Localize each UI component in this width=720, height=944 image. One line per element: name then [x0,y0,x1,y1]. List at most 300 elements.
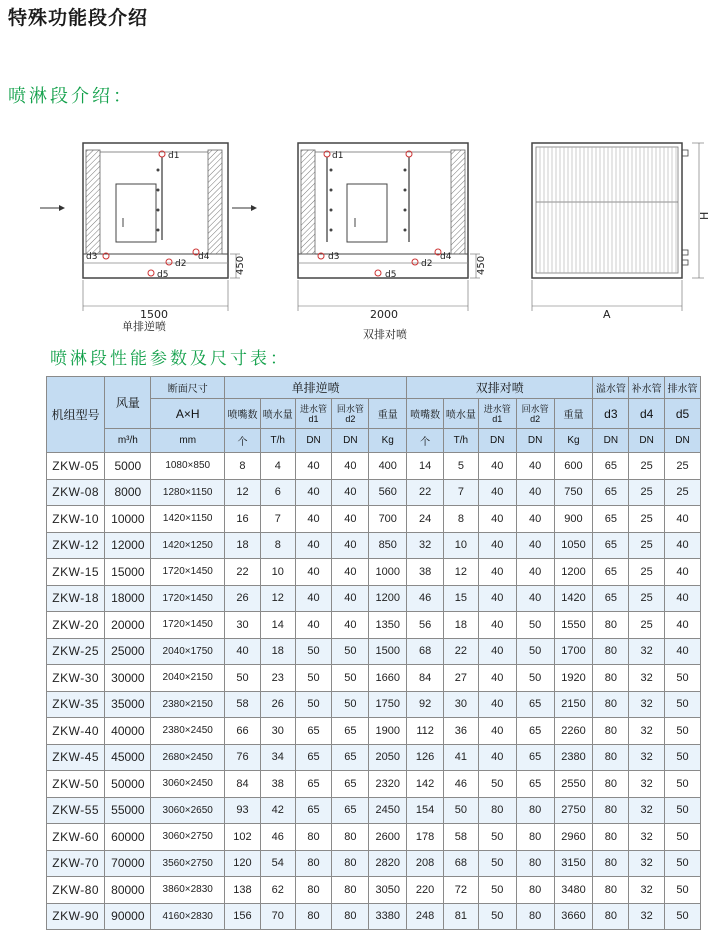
table-cell: 65 [593,559,629,586]
table-cell: 4160×2830 [151,903,225,930]
table-cell: 80 [593,877,629,904]
table-cell: 18 [225,532,261,559]
table-cell: 80000 [105,877,151,904]
table-cell: 3480 [554,877,593,904]
label-d4: d4 [198,252,210,262]
table-cell: 40 [295,453,332,480]
unit-kg-double: Kg [554,429,593,453]
table-cell: 50 [295,665,332,692]
table-cell: 32 [629,877,665,904]
table-cell: 32 [629,771,665,798]
table-cell: 32 [629,638,665,665]
table-cell: 76 [225,744,261,771]
table-row [47,665,701,692]
table-cell: 80 [295,824,332,851]
label-d5: d5 [157,270,169,280]
table-cell: 68 [407,638,444,665]
table-cell: 25 [665,479,701,506]
table-cell: 23 [260,665,295,692]
table-cell: 40 [478,453,516,480]
table-cell: 50 [295,638,332,665]
table-cell: 1660 [369,665,407,692]
width-2000-label: 2000 [370,308,398,321]
table-cell: 80 [332,877,369,904]
table-cell: 1200 [369,585,407,612]
table-cell: 40 [478,559,516,586]
table-cell: 65 [295,771,332,798]
header-section: 断面尺寸 [151,377,225,399]
table-row [47,532,701,559]
unit-dn-inlet-single: DN [295,429,332,453]
table-cell: 40 [295,559,332,586]
table-cell: 208 [407,850,444,877]
table-cell: 50 [665,797,701,824]
table-cell: 80 [593,850,629,877]
table-cell: 15 [444,585,479,612]
table-cell: 65 [295,797,332,824]
table-cell: 65 [516,744,554,771]
header-drain: 排水管 [665,377,701,399]
page-title: 特殊功能段介绍 [8,7,149,29]
table-cell: 80 [332,824,369,851]
table-cell: 2820 [369,850,407,877]
table-cell: 126 [407,744,444,771]
caption-double-row: 双排对喷 [363,328,407,341]
table-cell: 55000 [105,797,151,824]
header-model: 机组型号 [47,377,105,453]
table-cell: 2320 [369,771,407,798]
label-d1: d1 [168,151,180,161]
table-cell: 40 [332,585,369,612]
table-cell: 3050 [369,877,407,904]
table-cell: 40 [665,612,701,639]
table-cell: 50 [478,877,516,904]
table-cell: 80 [593,771,629,798]
table-row [47,771,701,798]
table-cell: 3560×2750 [151,850,225,877]
table-cell: 40 [478,612,516,639]
table-cell: 65 [332,797,369,824]
table-cell: 40 [516,479,554,506]
table-cell: 3860×2830 [151,877,225,904]
table-cell: ZKW-90 [47,903,105,930]
table-cell: ZKW-18 [47,585,105,612]
table-cell: 80 [295,850,332,877]
table-cell: 1720×1450 [151,585,225,612]
table-cell: 12000 [105,532,151,559]
header-makeup: 补水管 [629,377,665,399]
table-cell: 1900 [369,718,407,745]
table-cell: 7 [444,479,479,506]
spec-table-body [47,453,701,930]
table-cell: 40 [225,638,261,665]
table-cell: 3060×2450 [151,771,225,798]
table-cell: 40 [295,506,332,533]
table-cell: 25 [629,479,665,506]
header-nozzles-double: 喷嘴数 [407,399,444,429]
table-cell: 92 [407,691,444,718]
table-cell: 12 [225,479,261,506]
table-cell: 70000 [105,850,151,877]
table-cell: 156 [225,903,261,930]
header-axh: A×H [151,399,225,429]
unit-th-single: T/h [260,429,295,453]
table-cell: 58 [225,691,261,718]
label-d1-double: d1 [332,151,344,161]
table-cell: 750 [554,479,593,506]
table-cell: 8 [444,506,479,533]
table-cell: 14 [260,612,295,639]
table-cell: 80 [593,691,629,718]
table-cell: 20000 [105,612,151,639]
table-cell: 1050 [554,532,593,559]
header-return-double: 回水管 d2 [516,399,554,429]
table-cell: 40 [478,718,516,745]
table-row [47,824,701,851]
table-cell: 220 [407,877,444,904]
table-cell: 65 [295,718,332,745]
table-cell: 25 [629,532,665,559]
table-cell: 1500 [369,638,407,665]
table-cell: 50 [295,691,332,718]
table-cell: 1000 [369,559,407,586]
table-cell: 80 [295,903,332,930]
table-cell: 18 [260,638,295,665]
table-cell: 40 [478,532,516,559]
width-A-label: A [603,308,611,321]
table-cell: 62 [260,877,295,904]
table-cell: 2600 [369,824,407,851]
caption-single-row: 单排逆喷 [122,320,166,333]
table-cell: 40 [516,506,554,533]
label-d3: d3 [86,252,98,262]
table-cell: 850 [369,532,407,559]
table-row [47,479,701,506]
table-cell: 142 [407,771,444,798]
label-d4-double: d4 [440,252,452,262]
table-cell: 40 [295,532,332,559]
table-cell: 50 [665,691,701,718]
drawing-single-row [40,143,256,321]
table-cell: 40 [295,612,332,639]
table-cell: 50000 [105,771,151,798]
header-weight-single: 重量 [369,399,407,429]
header-single: 单排逆喷 [225,377,407,399]
table-cell: 1420×1150 [151,506,225,533]
section-heading-table: 喷淋段性能参数及尺寸表： [50,349,290,369]
table-cell: 40 [295,585,332,612]
table-cell: 2550 [554,771,593,798]
table-cell: 41 [444,744,479,771]
table-cell: 22 [444,638,479,665]
table-cell: 1080×850 [151,453,225,480]
unit-dn-return-double: DN [516,429,554,453]
table-cell: 30000 [105,665,151,692]
table-cell: 65 [516,771,554,798]
table-cell: 15000 [105,559,151,586]
unit-th-double: T/h [444,429,479,453]
table-cell: 65 [516,691,554,718]
table-cell: 50 [665,744,701,771]
table-cell: 50 [225,665,261,692]
table-cell: 2960 [554,824,593,851]
table-cell: 80 [593,744,629,771]
table-cell: 2380×2150 [151,691,225,718]
table-cell: 32 [407,532,444,559]
table-row [47,559,701,586]
table-row [47,638,701,665]
table-cell: 70 [260,903,295,930]
table-cell: 600 [554,453,593,480]
header-spray-double: 喷水量 [444,399,479,429]
table-cell: 58 [444,824,479,851]
label-450-double: 450 [476,255,487,275]
table-cell: 2750 [554,797,593,824]
table-cell: 25 [629,612,665,639]
table-cell: 2040×1750 [151,638,225,665]
table-cell: 40 [478,585,516,612]
table-cell: 22 [225,559,261,586]
table-cell: 32 [629,691,665,718]
table-cell: ZKW-80 [47,877,105,904]
table-cell: 40 [478,479,516,506]
table-cell: 30 [260,718,295,745]
table-cell: 8000 [105,479,151,506]
unit-dn-d4: DN [629,429,665,453]
table-cell: 26 [225,585,261,612]
table-row [47,797,701,824]
spray-section-drawings [0,130,720,340]
table-cell: 80 [332,850,369,877]
table-cell: 10 [444,532,479,559]
table-cell: ZKW-10 [47,506,105,533]
table-cell: 80 [516,850,554,877]
table-cell: 65 [332,744,369,771]
table-cell: ZKW-20 [47,612,105,639]
table-cell: 3060×2650 [151,797,225,824]
table-cell: 8 [260,532,295,559]
header-nozzles-single: 喷嘴数 [225,399,261,429]
table-cell: 2380 [554,744,593,771]
table-cell: ZKW-25 [47,638,105,665]
header-inlet-single: 进水管 d1 [295,399,332,429]
table-cell: 42 [260,797,295,824]
table-cell: 40 [665,532,701,559]
header-d5: d5 [665,399,701,429]
table-cell: 34 [260,744,295,771]
table-cell: 3150 [554,850,593,877]
table-cell: 40 [332,612,369,639]
table-row [47,585,701,612]
table-cell: 40 [332,559,369,586]
table-cell: 32 [629,718,665,745]
label-d2-double: d2 [421,259,433,269]
table-cell: 5 [444,453,479,480]
table-cell: ZKW-30 [47,665,105,692]
table-cell: 1720×1450 [151,612,225,639]
table-cell: 93 [225,797,261,824]
table-cell: 40 [665,506,701,533]
width-1500-label: 1500 [140,308,168,321]
table-cell: 1750 [369,691,407,718]
table-cell: 40 [516,532,554,559]
header-air: 风量 [105,377,151,429]
table-cell: 2050 [369,744,407,771]
table-cell: 40 [665,559,701,586]
unit-ge-single: 个 [225,429,261,453]
spray-section-spec-table [46,376,701,930]
table-cell: 248 [407,903,444,930]
table-cell: 65 [593,532,629,559]
table-cell: ZKW-60 [47,824,105,851]
table-cell: 40 [478,691,516,718]
table-cell: 80 [593,665,629,692]
table-cell: 7 [260,506,295,533]
table-cell: 6 [260,479,295,506]
table-cell: 80 [516,797,554,824]
table-cell: 178 [407,824,444,851]
header-inlet-double: 进水管 d1 [478,399,516,429]
table-cell: ZKW-45 [47,744,105,771]
table-cell: 50 [478,771,516,798]
table-cell: ZKW-08 [47,479,105,506]
table-cell: 50 [332,691,369,718]
header-return-single: 回水管 d2 [332,399,369,429]
table-row [47,506,701,533]
table-cell: 65 [332,718,369,745]
table-cell: 65 [332,771,369,798]
table-cell: 65 [593,585,629,612]
table-cell: 50 [332,665,369,692]
table-cell: 80 [516,824,554,851]
table-cell: 80 [332,903,369,930]
table-cell: 25000 [105,638,151,665]
table-cell: 1550 [554,612,593,639]
table-cell: 12 [444,559,479,586]
table-cell: 1700 [554,638,593,665]
header-double: 双排对喷 [407,377,593,399]
unit-mm: mm [151,429,225,453]
table-cell: 24 [407,506,444,533]
table-cell: 40 [516,559,554,586]
table-cell: 10 [260,559,295,586]
table-cell: 45000 [105,744,151,771]
table-cell: 50 [478,903,516,930]
table-cell: 40 [665,585,701,612]
table-cell: 1280×1150 [151,479,225,506]
table-cell: 14 [407,453,444,480]
table-cell: 3660 [554,903,593,930]
table-cell: 2380×2450 [151,718,225,745]
table-cell: 65 [593,453,629,480]
table-cell: 25 [629,559,665,586]
table-cell: 80 [593,638,629,665]
table-cell: 32 [629,903,665,930]
table-cell: 40 [478,638,516,665]
table-cell: 65 [295,744,332,771]
unit-air: m³/h [105,429,151,453]
table-cell: 38 [260,771,295,798]
table-cell: 80 [516,903,554,930]
table-cell: 8 [225,453,261,480]
table-cell: 60000 [105,824,151,851]
table-cell: 84 [407,665,444,692]
table-cell: 50 [478,824,516,851]
table-cell: 50 [332,638,369,665]
header-overflow: 溢水管 [593,377,629,399]
table-cell: 4 [260,453,295,480]
header-spray-single: 喷水量 [260,399,295,429]
table-cell: 50 [665,824,701,851]
table-cell: 900 [554,506,593,533]
table-cell: 32 [629,824,665,851]
table-cell: 700 [369,506,407,533]
table-cell: 26 [260,691,295,718]
table-cell: ZKW-12 [47,532,105,559]
table-cell: 40000 [105,718,151,745]
label-450-left: 450 [235,255,246,275]
table-cell: 72 [444,877,479,904]
unit-dn-d5: DN [665,429,701,453]
table-cell: 40 [295,479,332,506]
table-cell: 65 [593,479,629,506]
table-cell: ZKW-15 [47,559,105,586]
table-cell: 50 [516,638,554,665]
table-cell: 90000 [105,903,151,930]
table-row [47,691,701,718]
table-cell: 30 [444,691,479,718]
table-cell: 120 [225,850,261,877]
table-cell: 25 [665,453,701,480]
table-cell: 80 [516,877,554,904]
table-cell: 5000 [105,453,151,480]
table-cell: 2680×2450 [151,744,225,771]
table-cell: 3060×2750 [151,824,225,851]
table-cell: 50 [516,665,554,692]
table-cell: 2450 [369,797,407,824]
table-cell: 2260 [554,718,593,745]
table-cell: 32 [629,744,665,771]
table-cell: 1920 [554,665,593,692]
label-H: H [698,211,711,220]
drawing-double-row [298,143,487,321]
table-cell: 40 [665,638,701,665]
table-cell: 56 [407,612,444,639]
table-cell: ZKW-05 [47,453,105,480]
table-cell: 50 [665,665,701,692]
table-row [47,850,701,877]
table-cell: 25 [629,585,665,612]
table-cell: 102 [225,824,261,851]
table-cell: 40 [332,506,369,533]
table-cell: 65 [593,506,629,533]
table-cell: ZKW-40 [47,718,105,745]
table-cell: 40 [516,453,554,480]
table-cell: 32 [629,665,665,692]
table-cell: 46 [260,824,295,851]
table-cell: 112 [407,718,444,745]
table-cell: 46 [444,771,479,798]
unit-kg-single: Kg [369,429,407,453]
table-cell: 400 [369,453,407,480]
table-cell: 80 [593,903,629,930]
table-row [47,877,701,904]
table-cell: 154 [407,797,444,824]
table-cell: 50 [665,771,701,798]
unit-dn-d3: DN [593,429,629,453]
header-d4: d4 [629,399,665,429]
table-cell: 18 [444,612,479,639]
